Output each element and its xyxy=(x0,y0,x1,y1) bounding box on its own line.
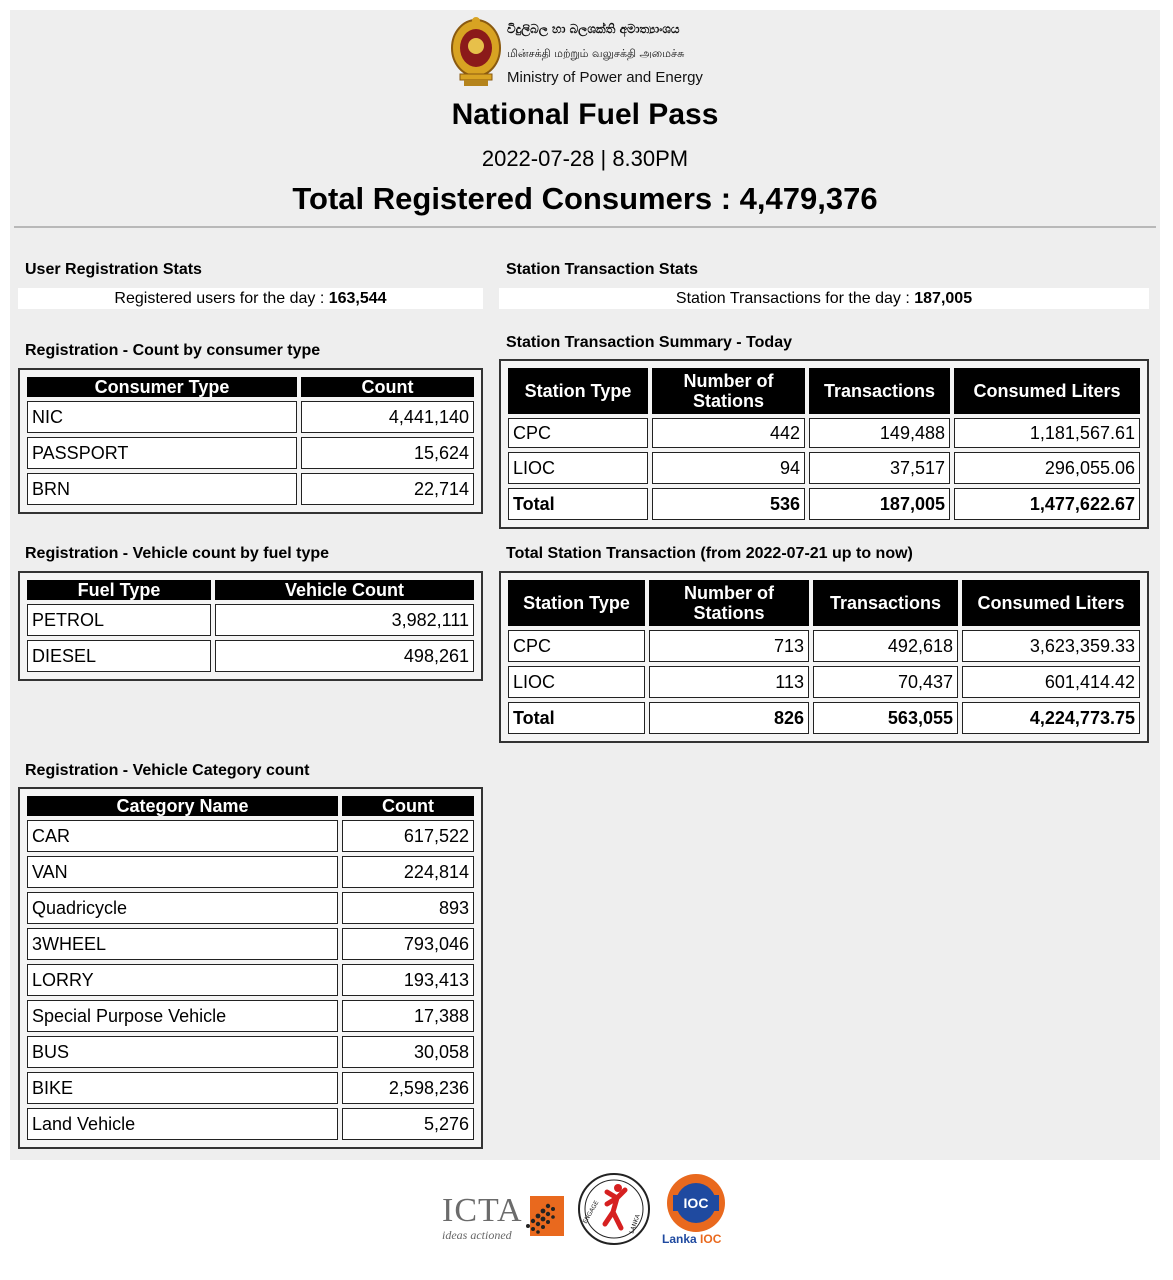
table-row xyxy=(27,437,474,469)
category-count-cell: 224,814 xyxy=(342,856,474,888)
table-row xyxy=(508,630,1140,662)
table-row xyxy=(27,1036,474,1068)
station-type-cell: LIOC xyxy=(508,666,645,698)
category-name-cell: BUS xyxy=(27,1036,338,1068)
category-name-cell: Quadricycle xyxy=(27,892,338,924)
category-name-cell: Land Vehicle xyxy=(27,1108,338,1140)
station-transaction-stat xyxy=(499,288,1149,309)
column-header: Transactions xyxy=(813,580,958,626)
transactions-cell: 187,005 xyxy=(809,488,950,520)
column-header: Fuel Type xyxy=(27,580,211,600)
stations-cell: 713 xyxy=(649,630,809,662)
category-count-cell: 30,058 xyxy=(342,1036,474,1068)
table-row xyxy=(27,401,474,433)
category-name-cell: 3WHEEL xyxy=(27,928,338,960)
stations-cell: 442 xyxy=(652,418,805,448)
vehicle-count-cell: 498,261 xyxy=(215,640,474,672)
fuel-type-cell: DIESEL xyxy=(27,640,211,672)
category-count-cell: 2,598,236 xyxy=(342,1072,474,1104)
station-transaction-label: Station Transactions for the day : xyxy=(675,290,915,307)
category-count-cell: 793,046 xyxy=(342,928,474,960)
category-name-cell: VAN xyxy=(27,856,338,888)
count-cell: 15,624 xyxy=(301,437,474,469)
total-row xyxy=(508,488,1140,520)
fuel-type-title: Registration - Vehicle count by fuel type xyxy=(25,545,330,562)
category-name-cell: BIKE xyxy=(27,1072,338,1104)
ministry-name-sinhala: විදුලිබල හා බලශක්ති අමාත්‍යාංශය xyxy=(507,22,680,36)
table-row xyxy=(508,452,1140,484)
category-count-cell: 193,413 xyxy=(342,964,474,996)
category-count-cell: 617,522 xyxy=(342,820,474,852)
summary-today-title: Station Transaction Summary - Today xyxy=(506,334,792,351)
table-row xyxy=(27,473,474,505)
fuel-type-table xyxy=(18,571,483,681)
transactions-cell: 70,437 xyxy=(813,666,958,698)
table-row xyxy=(27,964,474,996)
table-row xyxy=(27,856,474,888)
vehicle-count-cell: 3,982,111 xyxy=(215,604,474,636)
table-row xyxy=(508,418,1140,448)
user-registration-title: User Registration Stats xyxy=(25,261,202,278)
icta-tagline: ideas actioned xyxy=(442,1228,512,1242)
column-header: Transactions xyxy=(809,368,950,414)
column-header: Number of Stations xyxy=(649,580,809,626)
stations-cell: 94 xyxy=(652,452,805,484)
column-header: Category Name xyxy=(27,796,338,816)
station-type-cell: LIOC xyxy=(508,452,648,484)
transactions-cell: 492,618 xyxy=(813,630,958,662)
table-row xyxy=(27,640,474,672)
ministry-name-english: Ministry of Power and Energy xyxy=(507,69,703,86)
user-registration-stat xyxy=(18,288,483,309)
count-cell: 22,714 xyxy=(301,473,474,505)
transactions-cell: 149,488 xyxy=(809,418,950,448)
icta-logo-text: ICTA xyxy=(442,1192,523,1229)
vehicle-category-table xyxy=(18,787,483,1149)
summary-total-table xyxy=(499,571,1149,743)
liters-cell: 601,414.42 xyxy=(962,666,1140,698)
station-transaction-title: Station Transaction Stats xyxy=(506,261,699,278)
station-type-cell: CPC xyxy=(508,418,648,448)
column-header: Number of Stations xyxy=(652,368,805,414)
page-footer xyxy=(10,1160,1160,1268)
stations-cell: 826 xyxy=(649,702,809,734)
fuel-type-cell: PETROL xyxy=(27,604,211,636)
column-header: Consumed Liters xyxy=(962,580,1140,626)
category-name-cell: Special Purpose Vehicle xyxy=(27,1000,338,1032)
liters-cell: 4,224,773.75 xyxy=(962,702,1140,734)
station-transaction-value: 187,005 xyxy=(914,290,973,307)
liters-cell: 296,055.06 xyxy=(954,452,1140,484)
column-header: Count xyxy=(301,377,474,397)
table-row xyxy=(27,604,474,636)
table-row xyxy=(27,1108,474,1140)
column-header: Station Type xyxy=(508,368,648,414)
user-registration-value: 163,544 xyxy=(328,290,387,307)
consumer-type-title: Registration - Count by consumer type xyxy=(25,342,321,359)
stations-cell: 536 xyxy=(652,488,805,520)
ioc-caption-ioc: IOC xyxy=(696,1232,722,1246)
report-datetime: 2022-07-28 | 8.30PM xyxy=(481,146,689,171)
total-label-cell: Total xyxy=(508,702,645,734)
transactions-cell: 563,055 xyxy=(813,702,958,734)
total-row xyxy=(508,702,1140,734)
liters-cell: 1,477,622.67 xyxy=(954,488,1140,520)
ioc-badge-text: IOC xyxy=(683,1195,709,1211)
consumer-type-table xyxy=(18,368,483,514)
summary-today-table xyxy=(499,359,1149,529)
category-count-cell: 17,388 xyxy=(342,1000,474,1032)
table-row xyxy=(508,666,1140,698)
column-header: Count xyxy=(342,796,474,816)
column-header: Station Type xyxy=(508,580,645,626)
ministry-name-tamil: மின்சக்தி மற்றும் வலுசக்தி அமைச்சு xyxy=(507,47,685,60)
header-divider xyxy=(14,226,1156,228)
category-name-cell: CAR xyxy=(27,820,338,852)
liters-cell: 1,181,567.61 xyxy=(954,418,1140,448)
total-label-cell: Total xyxy=(508,488,648,520)
sports-emblem-icon xyxy=(577,1172,651,1246)
vehicle-category-title: Registration - Vehicle Category count xyxy=(25,762,310,779)
lanka-ioc-logo-icon xyxy=(665,1172,727,1234)
column-header: Consumed Liters xyxy=(954,368,1140,414)
user-registration-label: Registered users for the day : xyxy=(114,290,329,307)
page-title: National Fuel Pass xyxy=(451,98,719,131)
stations-cell: 113 xyxy=(649,666,809,698)
category-name-cell: LORRY xyxy=(27,964,338,996)
table-row xyxy=(27,892,474,924)
table-row xyxy=(27,1072,474,1104)
table-row xyxy=(27,1000,474,1032)
page-header xyxy=(10,10,1160,225)
column-header: Consumer Type xyxy=(27,377,297,397)
emblem-text-right: LANKA xyxy=(628,1213,642,1235)
liters-cell: 3,623,359.33 xyxy=(962,630,1140,662)
total-registered-consumers: Total Registered Consumers : 4,479,376 xyxy=(292,181,878,216)
consumer-type-cell: NIC xyxy=(27,401,297,433)
table-row xyxy=(27,820,474,852)
summary-total-title: Total Station Transaction (from 2022-07-21 up to now) xyxy=(506,545,913,562)
lanka-ioc-caption xyxy=(662,1232,721,1246)
emblem-text-left: ENGAGE xyxy=(581,1199,601,1225)
station-type-cell: CPC xyxy=(508,630,645,662)
ioc-caption-lanka: Lanka xyxy=(662,1232,697,1246)
table-row xyxy=(27,928,474,960)
column-header: Vehicle Count xyxy=(215,580,474,600)
transactions-cell: 37,517 xyxy=(809,452,950,484)
icta-mark-icon xyxy=(524,1196,564,1236)
category-count-cell: 5,276 xyxy=(342,1108,474,1140)
consumer-type-cell: PASSPORT xyxy=(27,437,297,469)
consumer-type-cell: BRN xyxy=(27,473,297,505)
government-emblem-icon xyxy=(450,16,502,88)
count-cell: 4,441,140 xyxy=(301,401,474,433)
dashboard-page xyxy=(10,10,1160,1268)
category-count-cell: 893 xyxy=(342,892,474,924)
